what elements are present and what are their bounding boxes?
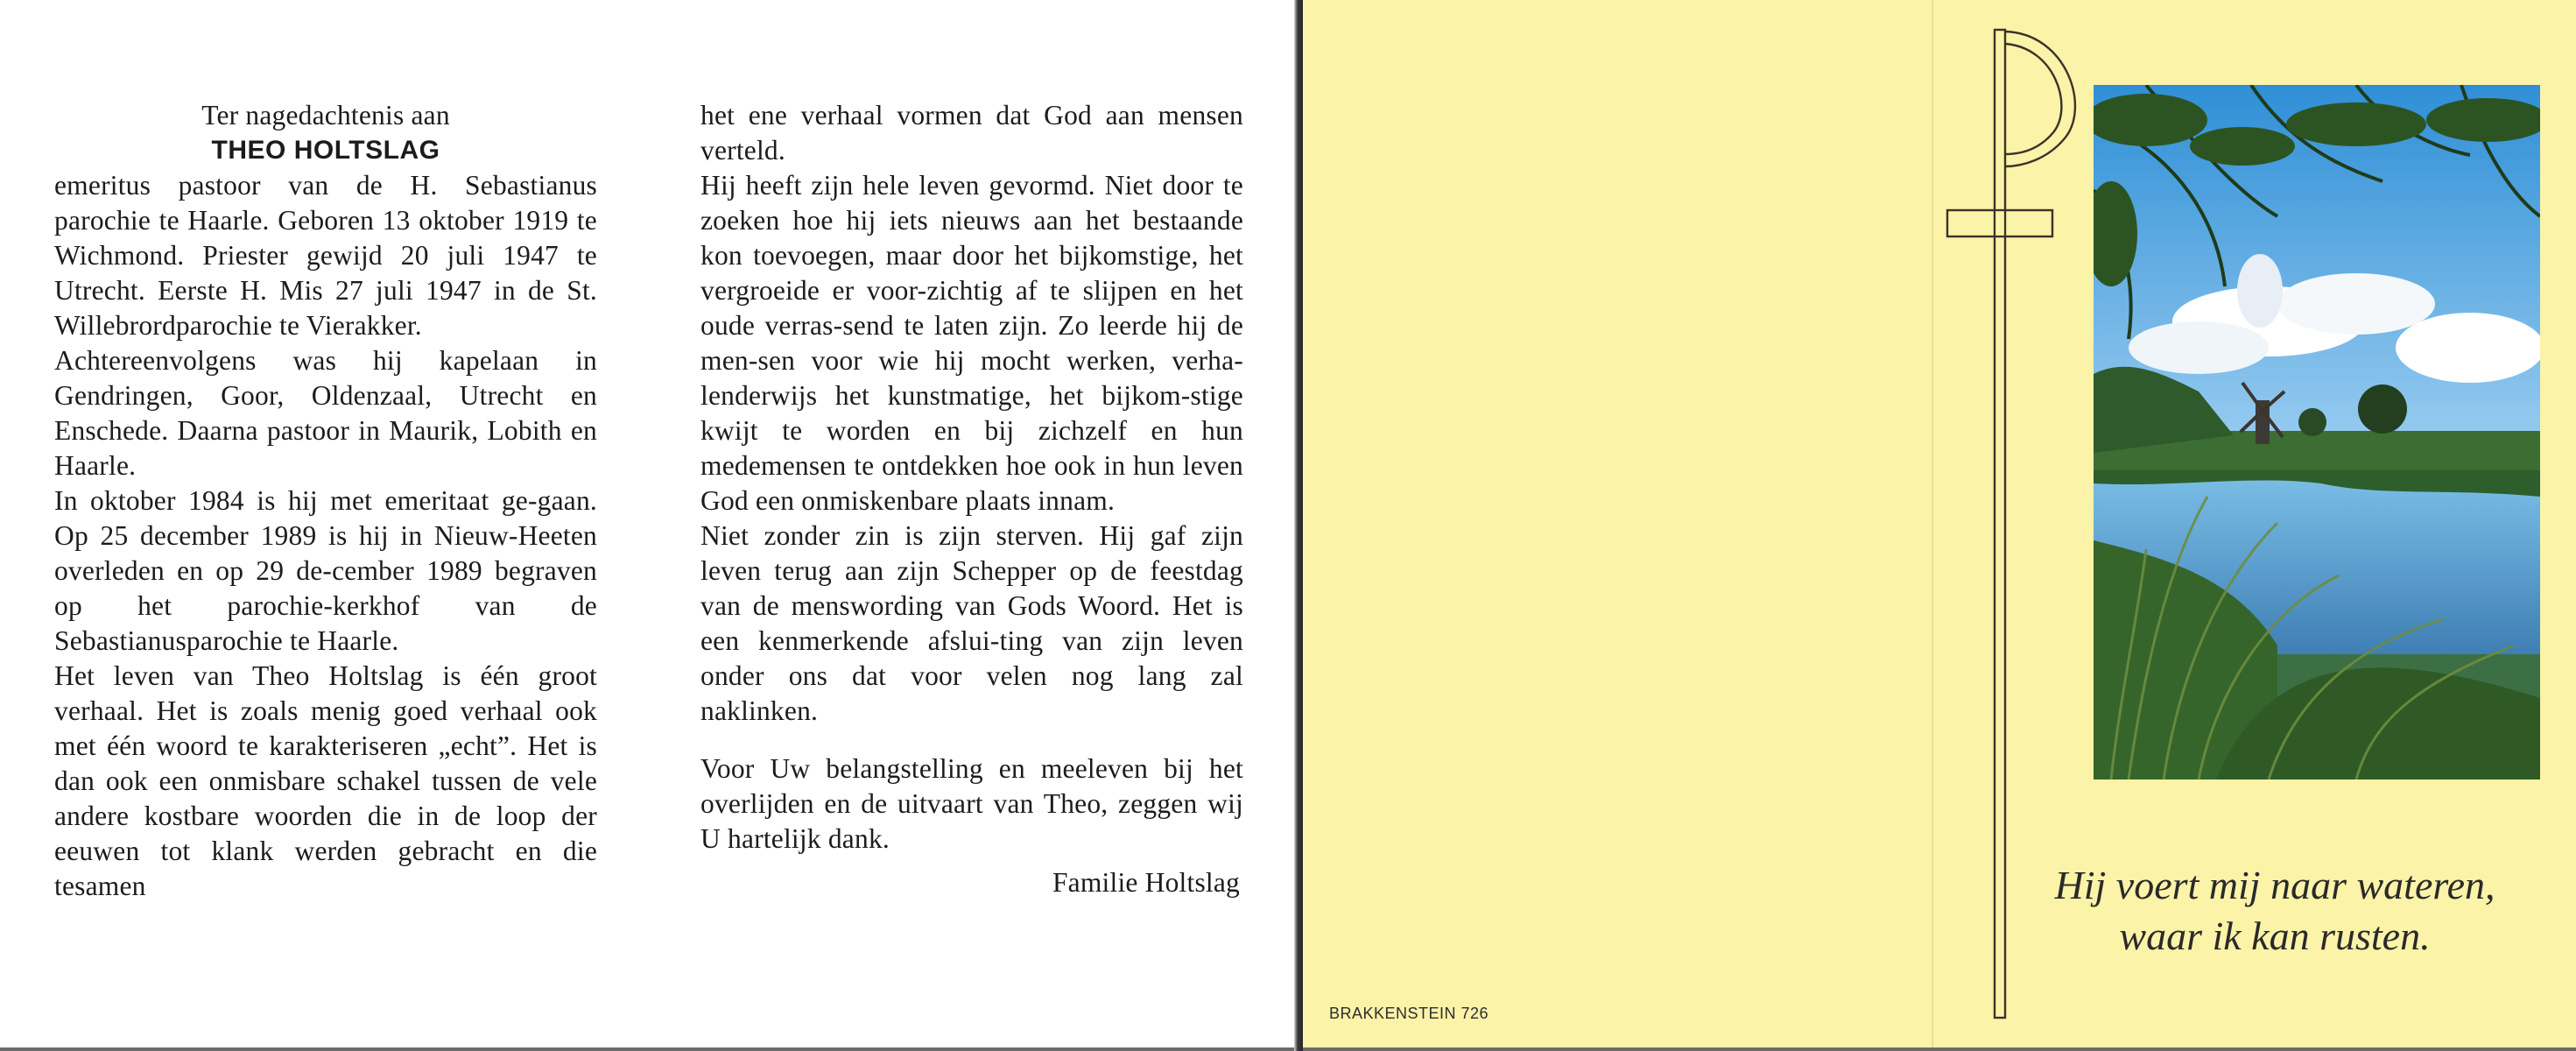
biography-paragraph: emeritus pastoor van de H. Sebastianus parochie te Haarle. Geboren 13 oktober 1919 te Wichmond. Priester gewijd 20 juli 1947 te Utrecht. Eerste H. Mis 27 juli 1947 in de St. Willebrordparochie te Vierakker. — [54, 170, 597, 341]
right-text-column — [700, 98, 1243, 900]
printer-imprint: BRAKKENSTEIN 726 — [1329, 1005, 1489, 1022]
deceased-name: THEO HOLTSLAG — [211, 136, 440, 165]
verse-line-2: waar ik kan rusten. — [2119, 913, 2431, 958]
card-gutter — [1294, 0, 1303, 1051]
story-continuation: het ene verhaal vormen dat God aan mensen verteld. — [700, 100, 1243, 166]
retirement-paragraph: In oktober 1984 is hij met emeritaat ge-gaan. Op 25 december 1989 is hij in Nieuw-Heeten overleden en op 29 de-cember 1989 begraven op het parochie-kerkhof van de Sebastianusparochie te Haarle. — [54, 485, 597, 656]
fold-line — [1932, 0, 1933, 1047]
left-text-column — [54, 98, 597, 904]
thanks-paragraph: Voor Uw belangstelling en meeleven bij het overlijden en de uitvaart van Theo, zeggen wij U hartelijk dank. — [700, 753, 1243, 854]
life-story-paragraph: Het leven van Theo Holtslag is één groot verhaal. Het is zoals menig goed verhaal ook met één woord te karakteriseren „echt”. Het is dan ook een onmisbare schakel tussen de vele andere kostbare woorden die in de loop der eeuwen tot klank werden gebracht en die tesamen — [54, 660, 597, 901]
career-paragraph: Achtereenvolgens was hij kapelaan in Gendringen, Goor, Oldenzaal, Utrecht en Enschede. Daarna pastoor in Maurik, Lobith en Haarle. — [54, 345, 597, 481]
verse-line-1: Hij voert mij naar wateren, — [2054, 863, 2495, 907]
family-signature: Familie Holtslag — [1052, 867, 1240, 898]
landscape-windmill-river-photo — [2094, 85, 2540, 779]
cover-page — [1303, 0, 2576, 1047]
death-paragraph: Niet zonder zin is zijn sterven. Hij gaf zijn leven terug aan zijn Schepper op de feestdag van de menswording van Gods Woord. Het is een kenmerkende afslui-ting van zijn leven onder ons dat voor velen nog lang zal naklinken. — [700, 520, 1243, 726]
formation-paragraph: Hij heeft zijn hele leven gevormd. Niet door te zoeken hoe hij iets nieuws aan het bestaande kon toevoegen, maar door het bijkomstige, het vergroeide er voor-zichtig af te slijpen en het oude verras-send te laten zijn. Zo leerde hij de men-sen voor wie hij mocht werken, verha-lenderwijs het kunstmatige, het bijkom-stige kwijt te worden en bij zichzelf en hun medemensen te ontdekken hoe ook in hun leven God een onmiskenbare plaats innam. — [700, 170, 1243, 516]
memorial-intro: Ter nagedachtenis aan — [201, 100, 450, 130]
